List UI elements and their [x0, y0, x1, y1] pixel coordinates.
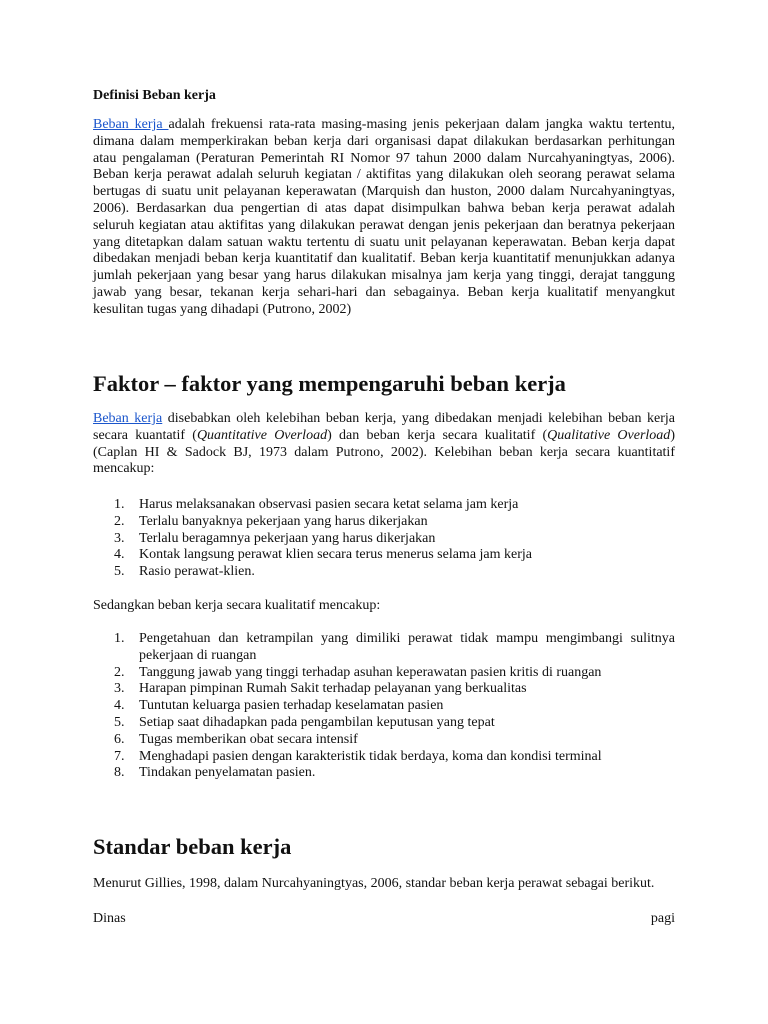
- faktor-text-c: ) (Caplan HI & Sadock BJ, 1973 dalam Putrono, 2002). Kelebihan beban kerja secara kuantitatif mencakup:: [93, 427, 675, 477]
- list-item: 5. Setiap saat dihadapkan pada pengambilan keputusan yang tepat: [114, 714, 495, 730]
- list-item: 2. Terlalu banyaknya pekerjaan yang harus dikerjakan: [114, 513, 428, 529]
- shift-row-right: pagi: [650, 911, 675, 926]
- heading-definisi: Definisi Beban kerja: [93, 88, 216, 103]
- paragraph-faktor: [93, 411, 675, 478]
- link-beban-kerja-1[interactable]: Beban kerja: [93, 117, 169, 132]
- list-item: 1. Pengetahuan dan ketrampilan yang dimiliki perawat tidak mampu mengimbangi sulitnya pekerjaan di ruangan: [114, 631, 675, 663]
- heading-standar: Standar beban kerja: [93, 834, 292, 859]
- shift-row: [93, 911, 675, 928]
- definisi-text: adalah frekuensi rata-rata masing-masing jenis pekerjaan dalam jangka waktu tertentu, dimana dalam memperkirakan beban kerja dari organisasi dapat dilakukan berdasarkan perhitungan atau pengalaman (Peraturan Pemerintah RI Nomor 97 tahun 2000 dalam Nurcahyaningtyas, 2006). Beban kerja perawat adalah seluruh kegiatan / aktifitas yang dilakukan oleh seorang perawat selama bertugas di suatu unit pelayanan keperawatan (Marquish dan huston, 2000 dalam Nurcahyaningtyas, 2006). Berdasarkan dua pengertian di atas dapat disimpulkan bahwa beban kerja perawat adalah seluruh kegiatan atau aktifitas yang dilakukan perawat dengan jenis pekerjaan dan beratnya pekerjaan yang ditetapkan dalam satuan waktu tertentu di suatu unit pelayanan keperawatan. Beban kerja dapat dibedakan menjadi beban kerja kuantitatif dan kualitatif. Beban kerja kuantitatif menunjukkan adanya jumlah pekerjaan yang besar yang harus dilakukan misalnya jam kerja yang tinggi, derajat tanggung jawab yang besar, tekanan kerja sehari-hari dan sebagainya. Beban kerja kualitatif menyangkut kesulitan tugas yang dihadapi (Putrono, 2002): [93, 117, 675, 317]
- faktor-text-b: ) dan beban kerja secara kualitatif (: [327, 427, 548, 443]
- faktor-italic-a: Quantitative Overload: [196, 427, 328, 443]
- list-item: 1. Harus melaksanakan observasi pasien secara ketat selama jam kerja: [114, 497, 519, 512]
- paragraph-definisi: [93, 117, 675, 319]
- paragraph-standar: Menurut Gillies, 1998, dalam Nurcahyaningtyas, 2006, standar beban kerja perawat sebagai berikut.: [93, 876, 655, 891]
- list-item: 6. Tugas memberikan obat secara intensif: [114, 731, 358, 747]
- heading-faktor: Faktor – faktor yang mempengaruhi beban kerja: [93, 371, 566, 396]
- list-item: 3. Harapan pimpinan Rumah Sakit terhadap pelayanan yang berkualitas: [114, 681, 527, 697]
- list-item: 4. Kontak langsung perawat klien secara terus menerus selama jam kerja: [114, 547, 533, 563]
- list-item: 3. Terlalu beragamnya pekerjaan yang harus dikerjakan: [114, 530, 436, 546]
- link-beban-kerja-2[interactable]: Beban kerja: [93, 411, 163, 426]
- list-item: 4. Tuntutan keluarga pasien terhadap keselamatan pasien: [114, 698, 444, 714]
- faktor-text-a: disebabkan oleh kelebihan beban kerja, yang dibedakan menjadi kelebihan beban kerja secara kuantatif (: [93, 411, 675, 443]
- list-kuantitatif: [93, 497, 675, 581]
- faktor-italic-b: Qualitative Overload: [547, 427, 671, 443]
- list-item: 8. Tindakan penyelamatan pasien.: [114, 765, 316, 781]
- list-kualitatif: [93, 631, 675, 782]
- list-item: 2. Tanggung jawab yang tinggi terhadap asuhan keperawatan pasien kritis di ruangan: [114, 664, 602, 680]
- list-item: 7. Menghadapi pasien dengan karakteristik tidak berdaya, koma dan kondisi terminal: [114, 748, 602, 764]
- paragraph-kualitatif-intro: Sedangkan beban kerja secara kualitatif mencakup:: [93, 598, 381, 613]
- list-item: 5. Rasio perawat-klien.: [114, 564, 255, 580]
- shift-row-left: Dinas: [93, 911, 126, 926]
